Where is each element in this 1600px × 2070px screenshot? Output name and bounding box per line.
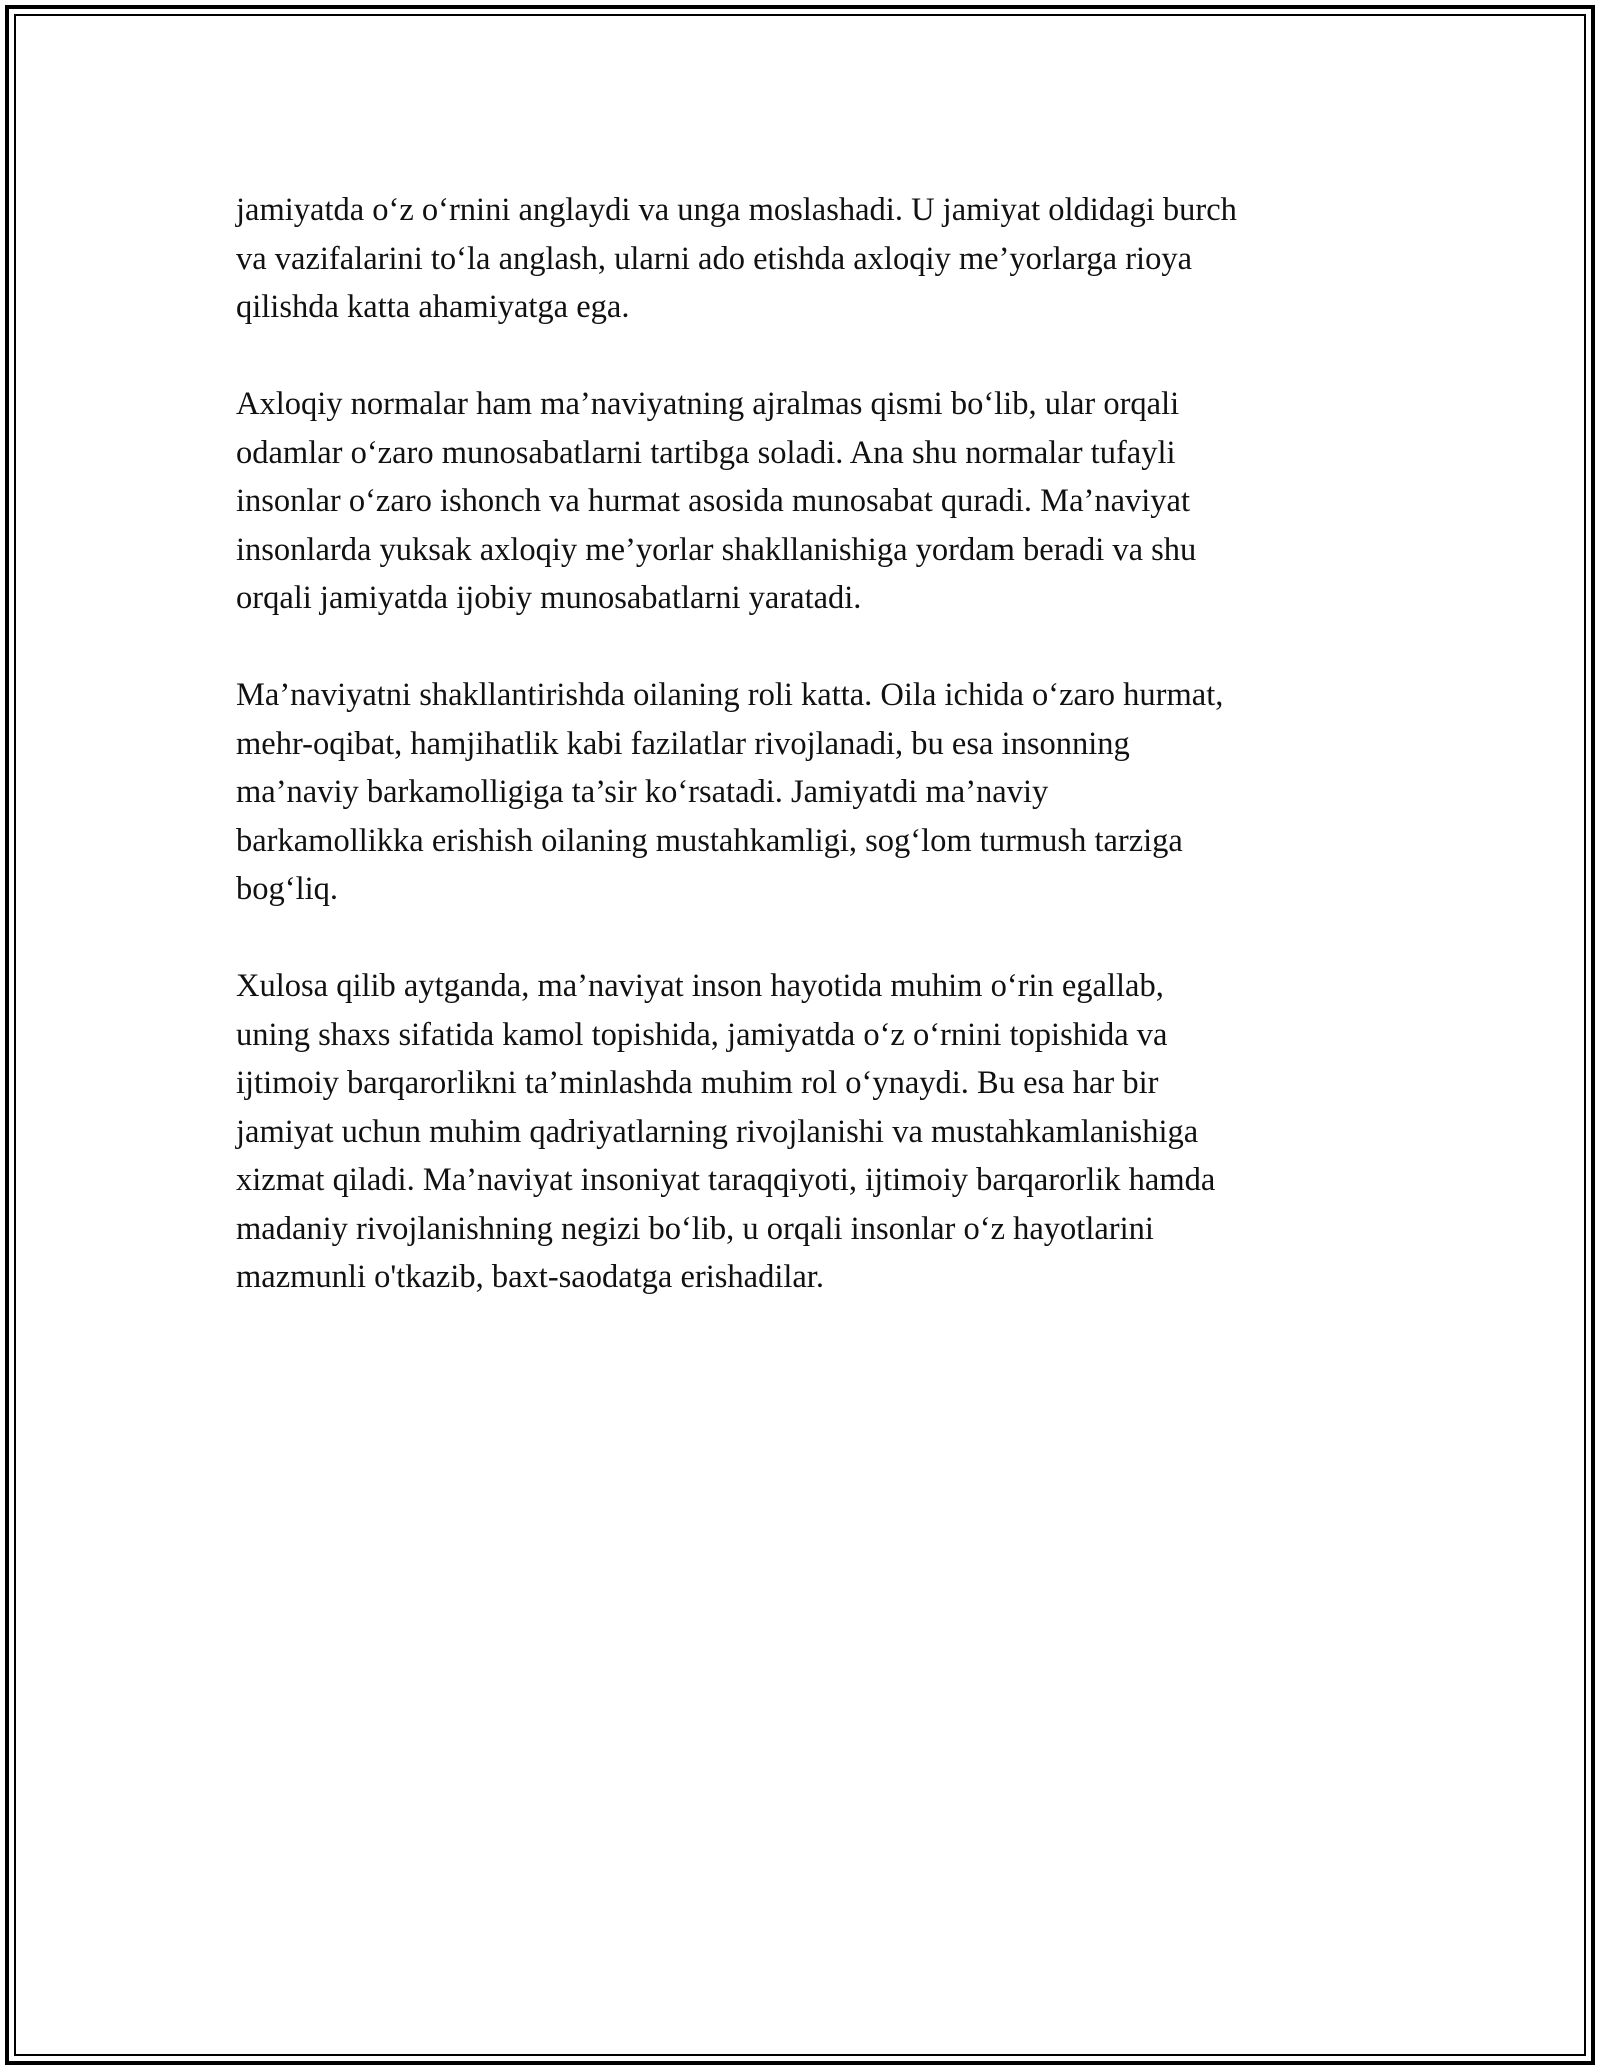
paragraph-1: jamiyatda o‘z o‘rnini anglaydi va unga moslashadi. U jamiyat oldidagi burch va vazifalarini to‘la anglash, ularni ado etishda axloqiy me’yorlarga rioya qilishda katta ahamiyatga ega. <box>236 192 1237 325</box>
paragraph-3: Ma’naviyatni shakllantirishda oilaning roli katta. Oila ichida o‘zaro hurmat, mehr-oqibat, hamjihatlik kabi fazilatlar rivojlanadi, bu esa insonning ma’naviy barkamolligiga ta’sir ko‘rsatadi. Jamiyatdi ma’naviy barkamollikka erishish oilaning mustahkamligi, sog‘lom turmush tarziga bog‘liq. <box>236 677 1224 907</box>
paragraph-2: Axloqiy normalar ham ma’naviyatning ajralmas qismi bo‘lib, ular orqali odamlar o‘zaro munosabatlarni tartibga soladi. Ana shu normalar tufayli insonlar o‘zaro ishonch va hurmat asosida munosabat quradi. Ma’naviyat insonlarda yuksak axloqiy me’yorlar shakllanishiga yordam beradi va shu orqali jamiyatda ijobiy munosabatlarni yaratadi. <box>236 386 1197 616</box>
paragraph-4: Xulosa qilib aytganda, ma’naviyat inson hayotida muhim o‘rin egallab, uning shaxs sifatida kamol topishida, jamiyatda o‘z o‘rnini topishida va ijtimoiy barqarorlikni ta’minlashda muhim rol o‘ynaydi. Bu esa har bir jamiyat uchun muhim qadriyatlarning rivojlanishi va mustahkamlanishiga xizmat qiladi. Ma’naviyat insoniyat taraqqiyoti, ijtimoiy barqarorlik hamda madaniy rivojlanishning negizi bo‘lib, u orqali insonlar o‘z hayotlarini mazmunli o'tkazib, baxt-saodatga erishadilar. <box>236 968 1216 1295</box>
document-body <box>236 186 1376 1350</box>
